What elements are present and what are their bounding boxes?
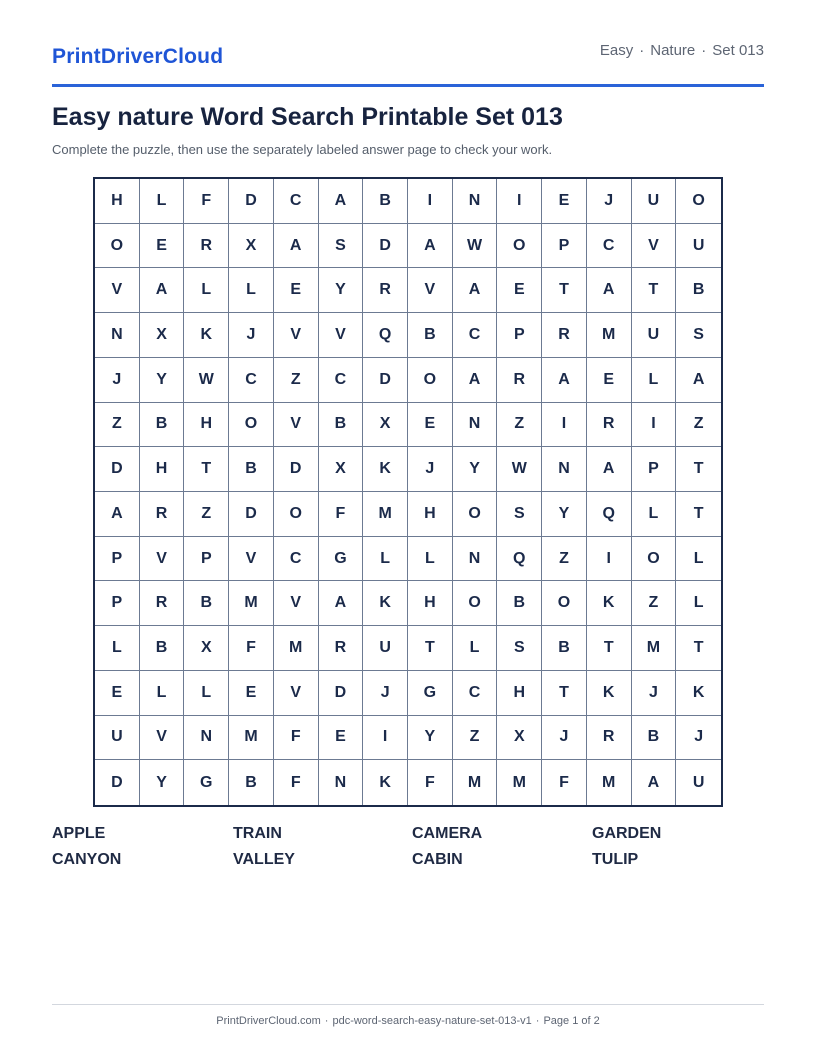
grid-cell[interactable]: H (497, 671, 542, 716)
grid-cell[interactable]: K (587, 581, 632, 626)
grid-cell[interactable]: X (497, 716, 542, 761)
grid-cell[interactable]: C (319, 358, 364, 403)
grid-cell[interactable]: Z (184, 492, 229, 537)
grid-cell[interactable]: G (408, 671, 453, 716)
grid-cell[interactable]: B (497, 581, 542, 626)
grid-cell[interactable]: S (497, 626, 542, 671)
grid-cell[interactable]: Y (140, 358, 185, 403)
footer-doc-id: pdc-word-search-easy-nature-set-013-v1 (332, 1015, 532, 1027)
grid-cell[interactable]: A (542, 358, 587, 403)
grid-cell[interactable]: U (692, 773, 705, 791)
grid-cell[interactable]: E (587, 358, 632, 403)
grid-cell[interactable]: C (587, 224, 632, 269)
grid-cell[interactable]: L (140, 671, 185, 716)
grid-cell[interactable]: D (229, 179, 274, 224)
grid-cell[interactable]: N (453, 403, 498, 448)
grid-cell[interactable]: R (497, 358, 542, 403)
grid-cell[interactable]: H (408, 492, 453, 537)
grid-cell[interactable]: K (184, 313, 229, 358)
grid-cell[interactable]: F (229, 626, 274, 671)
word-list-item: CABIN (412, 851, 463, 868)
grid-cell[interactable]: M (453, 760, 498, 805)
word-list-item: GARDEN (592, 825, 662, 842)
grid-cell[interactable]: O (274, 492, 319, 537)
grid-cell[interactable]: H (408, 581, 453, 626)
grid-cell[interactable]: A (676, 358, 721, 403)
grid-cell[interactable]: X (184, 626, 229, 671)
footer-site: PrintDriverCloud.com (216, 1015, 321, 1027)
grid-cell[interactable]: L (676, 581, 721, 626)
grid-cell[interactable]: L (95, 626, 140, 671)
grid-cell[interactable]: C (229, 358, 274, 403)
grid-cell[interactable]: U (632, 179, 677, 224)
grid-cell[interactable]: N (95, 313, 140, 358)
grid-cell[interactable]: M (632, 626, 677, 671)
grid-cell[interactable]: U (95, 716, 140, 761)
grid-cell[interactable]: J (676, 716, 721, 761)
grid-cell[interactable]: Y (140, 760, 185, 805)
grid-cell[interactable]: A (453, 358, 498, 403)
grid-cell[interactable]: A (587, 268, 632, 313)
grid-cell[interactable]: B (676, 268, 721, 313)
grid-cell[interactable]: T (542, 671, 587, 716)
grid-cell[interactable]: E (95, 671, 140, 716)
grid-cell[interactable]: L (453, 626, 498, 671)
grid-cell[interactable]: T (676, 626, 721, 671)
grid-cell[interactable]: Z (632, 581, 677, 626)
grid-cell[interactable]: O (542, 581, 587, 626)
grid-cell[interactable]: J (632, 671, 677, 716)
grid-cell[interactable]: A (319, 581, 364, 626)
grid-cell[interactable]: J (587, 179, 632, 224)
grid-cell[interactable]: A (408, 224, 453, 269)
grid-cell[interactable]: W (453, 224, 498, 269)
grid-cell[interactable]: L (140, 179, 185, 224)
grid-cell[interactable]: F (408, 760, 453, 805)
grid-cell[interactable]: Z (274, 358, 319, 403)
grid-cell[interactable]: X (363, 403, 408, 448)
word-list-item: CAMERA (412, 825, 483, 842)
word-list-item: TRAIN (233, 825, 282, 842)
grid-cell[interactable]: M (497, 760, 542, 805)
grid-cell[interactable]: V (140, 537, 185, 582)
grid-cell[interactable]: D (363, 224, 408, 269)
grid-cell[interactable]: K (676, 671, 721, 716)
grid-cell[interactable]: Q (587, 492, 632, 537)
grid-cell[interactable]: P (184, 537, 229, 582)
grid-cell[interactable]: R (184, 224, 229, 269)
grid-cell[interactable]: R (140, 492, 185, 537)
grid-cell[interactable]: Q (497, 537, 542, 582)
grid-cell[interactable]: B (184, 581, 229, 626)
page-header (52, 40, 764, 87)
grid-cell[interactable]: Q (363, 313, 408, 358)
grid-cell[interactable]: R (587, 403, 632, 448)
grid-cell[interactable]: D (95, 447, 140, 492)
grid-cell[interactable]: O (676, 179, 721, 224)
grid-cell[interactable]: X (140, 313, 185, 358)
grid-cell[interactable]: J (363, 671, 408, 716)
grid-cell[interactable]: B (363, 179, 408, 224)
grid-cell[interactable]: W (497, 447, 542, 492)
grid-cell[interactable]: O (453, 581, 498, 626)
grid-cell[interactable]: D (363, 358, 408, 403)
grid-cell[interactable]: Y (453, 447, 498, 492)
grid-cell[interactable]: F (274, 716, 319, 761)
grid-cell[interactable]: D (319, 671, 364, 716)
grid-cell[interactable]: R (319, 626, 364, 671)
grid-cell[interactable]: B (140, 403, 185, 448)
grid-cell[interactable]: D (229, 492, 274, 537)
grid-cell[interactable]: W (184, 358, 229, 403)
grid-cell[interactable]: P (95, 537, 140, 582)
grid-cell[interactable]: H (140, 447, 185, 492)
grid-cell[interactable]: E (229, 671, 274, 716)
grid-cell[interactable]: D (95, 760, 140, 805)
grid-cell[interactable]: C (453, 671, 498, 716)
grid-cell[interactable]: C (274, 537, 319, 582)
grid-cell[interactable]: R (140, 581, 185, 626)
grid-cell[interactable]: I (497, 179, 542, 224)
grid-cell[interactable]: A (632, 760, 677, 805)
page-instructions: Complete the puzzle, then use the separately labeled answer page to check your work. (52, 142, 553, 157)
grid-cell[interactable]: N (453, 179, 498, 224)
grid-cell[interactable]: L (229, 268, 274, 313)
grid-cell[interactable]: L (676, 537, 721, 582)
grid-cell[interactable]: B (229, 760, 274, 805)
grid-cell[interactable]: V (632, 224, 677, 269)
grid-cell[interactable]: V (95, 268, 140, 313)
set-tags: Easy · Nature · Set 013 (599, 42, 764, 59)
grid-cell[interactable]: O (229, 403, 274, 448)
grid-cell[interactable]: I (587, 537, 632, 582)
grid-cell[interactable]: S (676, 313, 721, 358)
grid-cell[interactable]: K (363, 447, 408, 492)
grid-cell[interactable]: E (497, 268, 542, 313)
word-list-item: VALLEY (233, 851, 295, 868)
grid-cell[interactable]: I (542, 403, 587, 448)
grid-cell[interactable]: T (632, 268, 677, 313)
grid-cell[interactable]: K (587, 671, 632, 716)
grid-cell[interactable]: L (632, 492, 677, 537)
grid-cell[interactable]: B (140, 626, 185, 671)
grid-cell[interactable]: V (319, 313, 364, 358)
grid-cell[interactable]: K (363, 581, 408, 626)
grid-cell[interactable]: Z (95, 403, 140, 448)
word-list-item: TULIP (592, 851, 639, 868)
grid-cell[interactable]: F (542, 760, 587, 805)
grid-cell[interactable]: M (274, 626, 319, 671)
grid-cell[interactable]: K (363, 760, 408, 805)
theme-tag: Nature (650, 42, 696, 59)
word-search-grid (93, 177, 723, 807)
grid-cell[interactable]: N (184, 716, 229, 761)
word-list-item: APPLE (52, 825, 106, 842)
grid-cell[interactable]: Y (408, 716, 453, 761)
grid-cell[interactable]: L (184, 268, 229, 313)
grid-cell[interactable]: Y (542, 492, 587, 537)
grid-cell[interactable]: E (274, 268, 319, 313)
grid-cell[interactable]: T (542, 268, 587, 313)
grid-cell[interactable]: T (184, 447, 229, 492)
page-title: Easy nature Word Search Printable Set 013 (52, 103, 563, 131)
grid-cell[interactable]: J (229, 313, 274, 358)
grid-cell[interactable]: T (587, 626, 632, 671)
grid-cell[interactable]: R (363, 268, 408, 313)
grid-cell[interactable]: P (95, 581, 140, 626)
grid-cell[interactable]: Z (542, 537, 587, 582)
grid-cell[interactable]: R (542, 313, 587, 358)
grid-cell[interactable]: H (95, 179, 140, 224)
grid-cell[interactable]: B (229, 447, 274, 492)
grid-cell[interactable]: A (274, 224, 319, 269)
grid-cell[interactable]: N (542, 447, 587, 492)
grid-cell[interactable]: P (497, 313, 542, 358)
grid-cell[interactable]: Z (676, 403, 721, 448)
grid-cell[interactable]: B (319, 403, 364, 448)
grid-cell[interactable]: S (319, 224, 364, 269)
grid-cell[interactable]: D (274, 447, 319, 492)
grid-cell[interactable]: S (497, 492, 542, 537)
grid-cell[interactable]: M (587, 313, 632, 358)
grid-cell[interactable]: B (408, 313, 453, 358)
grid-cell[interactable]: F (184, 179, 229, 224)
grid-cell[interactable]: V (274, 403, 319, 448)
grid-cell[interactable]: V (274, 671, 319, 716)
grid-cell[interactable]: V (140, 716, 185, 761)
grid-cell[interactable]: A (140, 268, 185, 313)
grid-cell[interactable]: M (587, 760, 632, 805)
grid-cell[interactable]: L (363, 537, 408, 582)
grid-cell[interactable]: M (229, 716, 274, 761)
word-list (52, 825, 772, 869)
difficulty-tag: Easy (599, 42, 634, 59)
grid-cell[interactable]: T (676, 447, 721, 492)
grid-cell[interactable]: B (542, 626, 587, 671)
grid-cell[interactable]: G (184, 760, 229, 805)
grid-cell[interactable]: X (229, 224, 274, 269)
grid-cell[interactable]: Z (497, 403, 542, 448)
grid-cell[interactable]: V (274, 313, 319, 358)
grid-cell[interactable]: N (453, 537, 498, 582)
grid-cell[interactable]: F (274, 760, 319, 805)
grid-cell[interactable]: O (408, 358, 453, 403)
grid-cell[interactable]: J (408, 447, 453, 492)
grid-cell[interactable]: Y (319, 268, 364, 313)
grid-cell[interactable]: E (140, 224, 185, 269)
grid-cell[interactable]: F (319, 492, 364, 537)
brand-logo[interactable]: PrintDriverCloud (52, 45, 224, 68)
grid-cell[interactable]: A (453, 268, 498, 313)
grid-cell[interactable]: L (184, 671, 229, 716)
grid-cell[interactable]: L (408, 537, 453, 582)
word-list-item: CANYON (52, 851, 122, 868)
grid-cell[interactable]: U (363, 626, 408, 671)
grid-cell[interactable]: V (274, 581, 319, 626)
grid-cell[interactable]: P (542, 224, 587, 269)
grid-cell[interactable]: R (587, 716, 632, 761)
grid-cell[interactable]: E (542, 179, 587, 224)
grid-cell[interactable]: A (587, 447, 632, 492)
grid-cell[interactable]: J (542, 716, 587, 761)
grid-cell[interactable]: A (319, 179, 364, 224)
grid-cell[interactable]: H (184, 403, 229, 448)
grid-cell[interactable]: U (676, 224, 721, 269)
grid-cell[interactable]: V (408, 268, 453, 313)
grid-cell[interactable]: C (274, 179, 319, 224)
grid-cell[interactable]: B (632, 716, 677, 761)
grid-cell[interactable]: M (363, 492, 408, 537)
footer-page-number: Page 1 of 2 (543, 1015, 600, 1027)
grid-cell[interactable]: O (453, 492, 498, 537)
grid-cell[interactable]: I (632, 403, 677, 448)
grid-cell[interactable]: V (229, 537, 274, 582)
grid-cell[interactable]: Z (453, 716, 498, 761)
grid-cell[interactable]: I (408, 179, 453, 224)
grid-cell[interactable]: C (453, 313, 498, 358)
grid-cell[interactable]: L (632, 358, 677, 403)
set-number-tag: Set 013 (712, 42, 764, 59)
page-footer: PrintDriverCloud.com · pdc-word-search-easy-nature-set-013-v1 · Page 1 of 2 (52, 1004, 764, 1027)
grid-cell[interactable]: O (497, 224, 542, 269)
grid-cell[interactable]: U (632, 313, 677, 358)
grid-cell[interactable]: N (319, 760, 364, 805)
grid-cell[interactable]: I (363, 716, 408, 761)
grid-cell[interactable]: A (95, 492, 140, 537)
grid-cell[interactable]: T (676, 492, 721, 537)
grid-cell[interactable]: M (229, 581, 274, 626)
grid-cell[interactable]: P (632, 447, 677, 492)
grid-cell[interactable]: O (95, 224, 140, 269)
grid-cell[interactable]: X (319, 447, 364, 492)
grid-cell[interactable]: E (408, 403, 453, 448)
grid-cell[interactable]: J (95, 358, 140, 403)
grid-cell[interactable]: G (319, 537, 364, 582)
grid-cell[interactable]: O (632, 537, 677, 582)
grid-cell[interactable]: E (319, 716, 364, 761)
grid-cell[interactable]: T (408, 626, 453, 671)
